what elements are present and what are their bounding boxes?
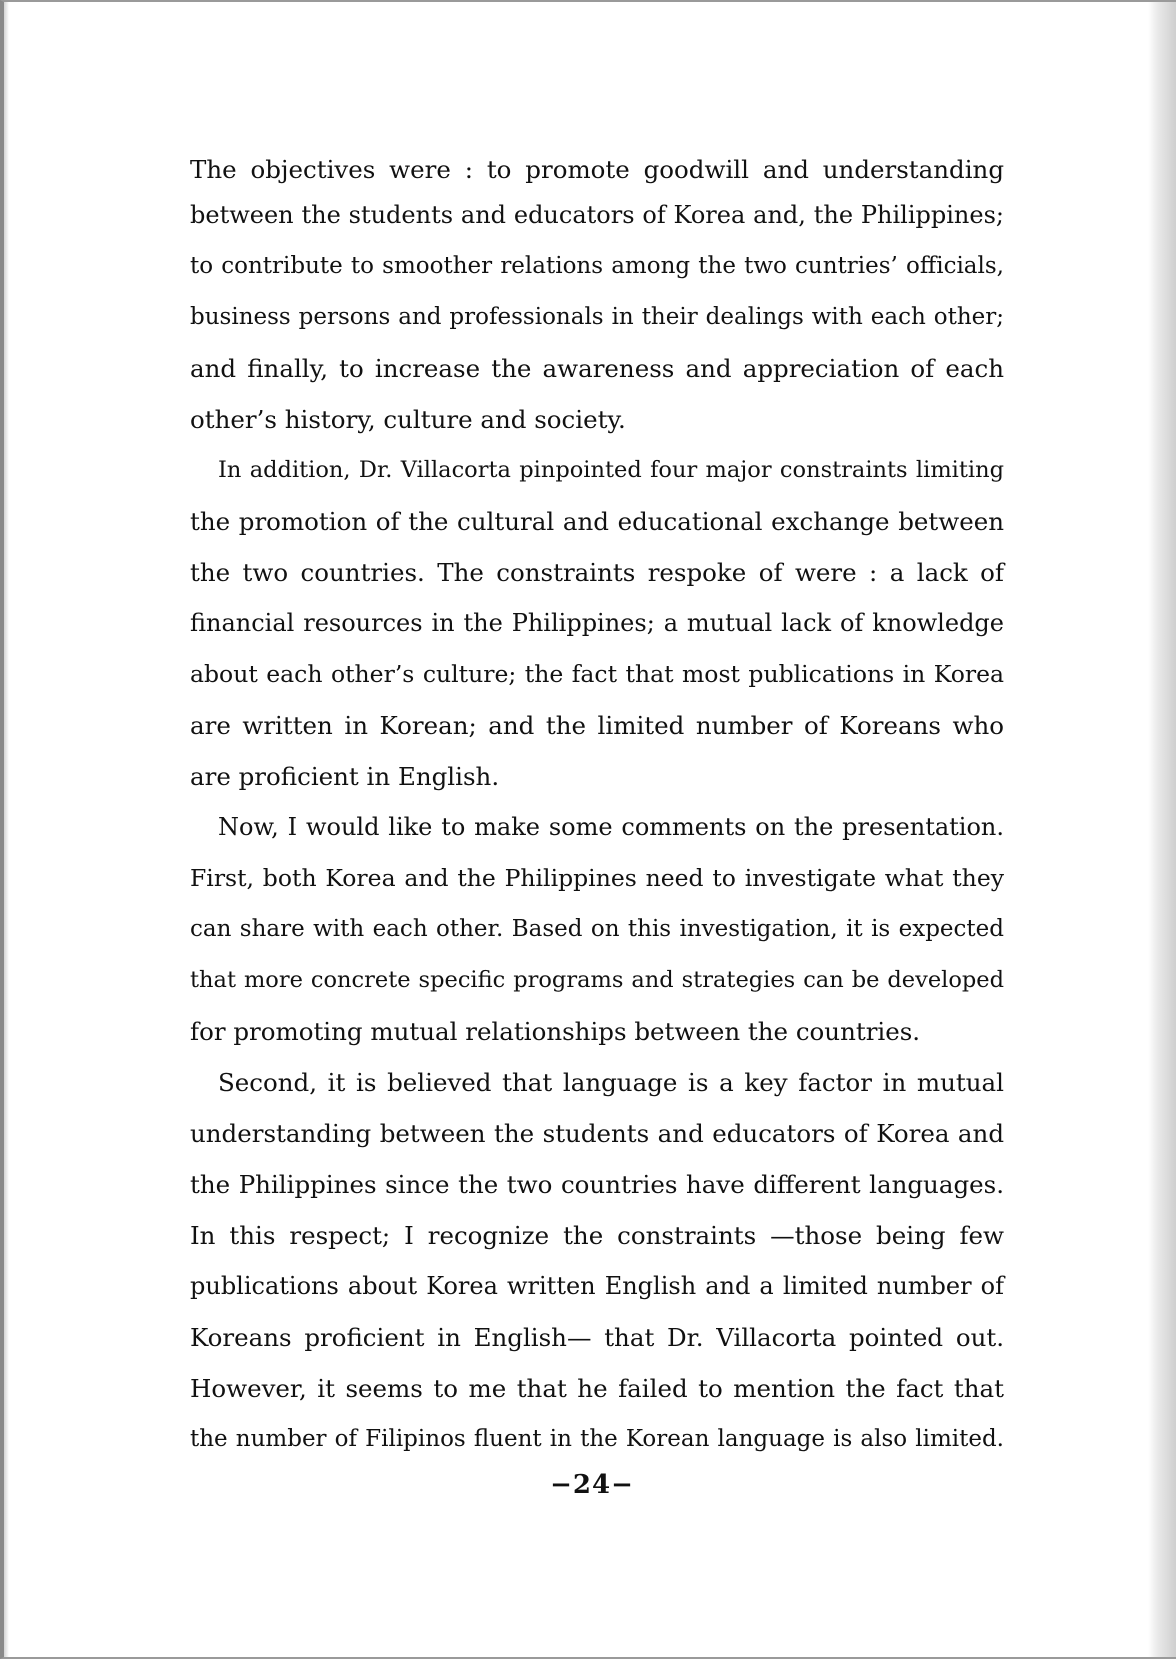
page-number: −24− (550, 1470, 634, 1500)
text-line: Second, it is believed that language is a key factor in mutual (218, 1068, 1004, 1097)
text-line: publications about Korea written English and a limited number of (190, 1272, 1004, 1300)
text-line: are written in Korean; and the limited number of Koreans who (190, 711, 1004, 740)
text-line: The objectives were : to promote goodwill and understanding (190, 155, 1004, 184)
page-left-edge (4, 2, 9, 1657)
text-line: other’s history, culture and society. (190, 405, 626, 434)
text-line: the Philippines since the two countries have different languages. (190, 1170, 1004, 1199)
text-line: However, it seems to me that he failed to mention the fact that (190, 1374, 1004, 1403)
page-right-shadow (1148, 2, 1176, 1657)
paragraph-constraints (190, 445, 1004, 802)
paragraph-language (190, 1057, 1004, 1465)
text-line: First, both Korea and the Philippines need to investigate what they (190, 864, 1004, 892)
text-line: to contribute to smoother relations among the two cuntries’ officials, (190, 253, 1004, 279)
text-line: and finally, to increase the awareness and appreciation of each (190, 354, 1004, 383)
text-line: are proficient in English. (190, 762, 500, 791)
paragraph-comments (190, 802, 1004, 1057)
text-line: can share with each other. Based on this investigation, it is expected (190, 916, 1004, 942)
paragraph-objectives (190, 150, 1004, 445)
body-text (190, 150, 1004, 1465)
text-line: In addition, Dr. Villacorta pinpointed four major constraints limiting (218, 457, 1004, 483)
text-line: In this respect; I recognize the constraints —those being few (190, 1221, 1004, 1250)
text-line: financial resources in the Philippines; a mutual lack of knowledge (190, 609, 1004, 637)
text-line: about each other’s culture; the fact that most publications in Korea (190, 660, 1004, 688)
text-line: for promoting mutual relationships between the countries. (190, 1017, 921, 1046)
text-line: business persons and professionals in their dealings with each other; (190, 304, 1004, 330)
text-line: Koreans proficient in English— that Dr. Villacorta pointed out. (190, 1323, 1004, 1352)
text-line: Now, I would like to make some comments on the presentation. (218, 813, 1004, 841)
text-line: that more concrete specific programs and strategies can be developed (190, 967, 1004, 993)
text-line: the promotion of the cultural and educational exchange between (190, 507, 1004, 536)
text-line: between the students and educators of Korea and, the Philippines; (190, 201, 1004, 229)
text-line: the number of Filipinos fluent in the Korean language is also limited. (190, 1426, 1004, 1452)
text-line: understanding between the students and educators of Korea and (190, 1119, 1004, 1148)
text-line: the two countries. The constraints respoke of were : a lack of (190, 558, 1004, 587)
